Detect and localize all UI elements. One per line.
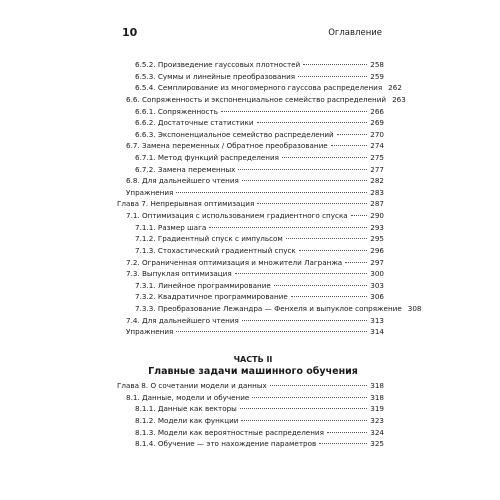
toc-entry-title: 6.5.4. Семплирование из многомерного гауссова распределения [135, 83, 383, 93]
toc-leader-dots [331, 145, 368, 146]
toc-entry-page: 297 [370, 257, 384, 267]
toc-entry-title: 7.3.1. Линейное программирование [135, 280, 271, 290]
toc-entry-page: 262 [388, 83, 402, 93]
toc-entry-page: 263 [392, 94, 406, 104]
toc-leader-dots [242, 180, 367, 181]
toc-entry-title: 7.3.2. Квадратичное программирование [135, 292, 288, 302]
toc-leader-dots [257, 203, 367, 204]
toc-entry-title: 7.1.1. Размер шага [135, 222, 207, 232]
toc-entry [126, 258, 384, 269]
toc-leader-dots [319, 443, 367, 444]
toc-leader-dots [242, 320, 367, 321]
toc-entry-page: 258 [370, 60, 384, 69]
toc-entry-title: Упражнения [126, 187, 174, 197]
toc-leader-dots [298, 76, 367, 77]
toc-leader-dots [176, 331, 367, 332]
toc-entry [135, 292, 384, 303]
toc-entry-title: 6.6.2. Достаточные статистики [135, 118, 254, 128]
toc-entry-page: 283 [370, 187, 384, 197]
toc-entry-title: 6.6. Сопряженность и экспоненциальное семейство распределений [126, 94, 387, 104]
toc-entry-page: 319 [370, 404, 384, 414]
toc-entry-page: 270 [370, 129, 384, 139]
toc-entry-title: 7.4. Для дальнейшего чтения [126, 315, 239, 325]
part-title: Главные задачи машинного обучения [148, 366, 358, 377]
toc-leader-dots [327, 432, 367, 433]
toc-entry-title: 7.3.3. Преобразование Лежандра — Фенхеля и выпуклое сопряжение [135, 304, 402, 313]
toc-entry-title: 6.5.3. Суммы и линейные преобразования [135, 71, 296, 81]
toc-entry-page: 314 [370, 327, 384, 337]
toc-entry-page: 274 [370, 141, 384, 151]
toc-entry [126, 94, 406, 106]
page-number: 10 [122, 26, 138, 39]
toc-entry [117, 381, 384, 392]
toc-leader-dots [337, 134, 368, 135]
toc-leader-dots [303, 64, 367, 65]
running-title: Оглавление [328, 28, 382, 38]
toc-entry-title: 8.1. Данные, модели и обучение [126, 392, 250, 402]
toc-entry [135, 234, 384, 245]
toc-entry [135, 404, 384, 415]
toc-leader-dots [291, 296, 368, 297]
toc-entry-page: 313 [370, 315, 384, 325]
toc-entry-page: 303 [370, 280, 384, 290]
toc-entry-page: 323 [370, 415, 384, 425]
toc-leader-dots [221, 111, 367, 112]
toc-entry-page: 300 [370, 269, 384, 279]
toc-leader-dots [240, 408, 367, 409]
toc-entry [135, 416, 384, 427]
toc-leader-dots [252, 397, 367, 398]
toc-entry [135, 130, 384, 141]
toc-entry [135, 246, 384, 257]
toc-leader-dots [351, 215, 368, 216]
toc-leader-dots [270, 385, 368, 386]
toc-entry [117, 199, 384, 210]
toc-entry-title: 8.1.3. Модели как вероятностные распределения [135, 427, 324, 437]
toc-leader-dots [274, 285, 367, 286]
toc-entry-title: Упражнения [126, 327, 174, 337]
toc-leader-dots [299, 250, 368, 251]
toc-entry [135, 439, 384, 450]
toc-entry-title: 6.6.1. Сопряженность [135, 106, 218, 116]
toc-entry-page: 318 [370, 392, 384, 402]
toc-entry [135, 281, 384, 292]
toc-entry [126, 316, 384, 327]
toc-entry-page: 282 [370, 176, 384, 186]
toc-leader-dots [209, 227, 367, 228]
toc-leader-dots [176, 192, 367, 193]
toc-entry-page: 296 [370, 245, 384, 255]
toc-entry-title: 6.5.2. Произведение гауссовых плотностей [135, 60, 301, 69]
toc-entry [135, 118, 384, 129]
toc-entry-title: 6.6.3. Экспоненциальное семейство распределений [135, 129, 334, 139]
toc-entry-page: 269 [370, 118, 384, 128]
toc-entry-title: 7.1.3. Стохастический градиентный спуск [135, 245, 296, 255]
toc-entry-page: 293 [370, 222, 384, 232]
toc-entry [135, 165, 384, 176]
toc-entry-page: 324 [370, 427, 384, 437]
toc-entry [135, 428, 384, 439]
toc-entry-title: 7.2. Ограниченная оптимизация и множители Лагранжа [126, 257, 343, 267]
toc-entry [126, 211, 384, 222]
toc-entry-page: 295 [370, 234, 384, 244]
toc-entry [126, 141, 384, 152]
toc-entry-title: Глава 8. О сочетании модели и данных [117, 381, 267, 390]
toc-entry-page: 318 [370, 381, 384, 390]
toc-leader-dots [238, 169, 367, 170]
part-label: ЧАСТЬ II [233, 355, 273, 364]
toc-entry-page: 287 [370, 199, 384, 209]
toc-entry-title: Глава 7. Непрерывная оптимизация [117, 199, 255, 209]
toc-entry-title: 8.1.1. Данные как векторы [135, 404, 237, 414]
toc-entry [135, 60, 384, 71]
toc-entry-page: 275 [370, 153, 384, 162]
toc-entry-page: 266 [370, 106, 384, 116]
toc-entry-page: 277 [370, 164, 384, 174]
toc-leader-dots [257, 122, 368, 123]
toc-entry-title: 6.7.1. Метод функций распределения [135, 153, 279, 162]
toc-entry [126, 393, 384, 404]
toc-entry-page: 290 [370, 211, 384, 221]
toc-entry-title: 8.1.2. Модели как функции [135, 415, 239, 425]
toc-leader-dots [345, 262, 367, 263]
toc-entry-title: 6.8. Для дальнейшего чтения [126, 176, 239, 186]
toc-entry-title: 6.7.2. Замена переменных [135, 164, 236, 174]
toc-entry-page: 259 [370, 71, 384, 81]
toc-entry [135, 223, 384, 234]
toc-leader-dots [282, 157, 367, 158]
toc-entry [135, 153, 384, 164]
toc-entry-page: 308 [407, 304, 422, 313]
toc-entry-title: 6.7. Замена переменных / Обратное преобразование [126, 141, 328, 151]
toc-entry [135, 83, 402, 94]
toc-entry-page: 325 [370, 439, 384, 449]
toc-entry-title: 7.1. Оптимизация с использованием градиентного спуска [126, 211, 348, 221]
toc-entry [135, 304, 422, 315]
toc-entry-title: 7.3. Выпуклая оптимизация [126, 269, 232, 279]
toc-leader-dots [235, 273, 368, 274]
toc-entry [135, 107, 384, 118]
toc-entry [135, 72, 384, 83]
toc-entry [126, 327, 384, 338]
toc-entry [126, 269, 384, 280]
toc-leader-dots [241, 420, 367, 421]
toc-entry [126, 188, 384, 199]
toc-leader-dots [286, 238, 367, 239]
toc-entry-title: 8.1.4. Обучение — это нахождение параметров [135, 439, 317, 449]
toc-entry-page: 306 [370, 292, 384, 302]
toc-entry-title: 7.1.2. Градиентный спуск с импульсом [135, 234, 283, 244]
toc-entry [126, 176, 384, 187]
